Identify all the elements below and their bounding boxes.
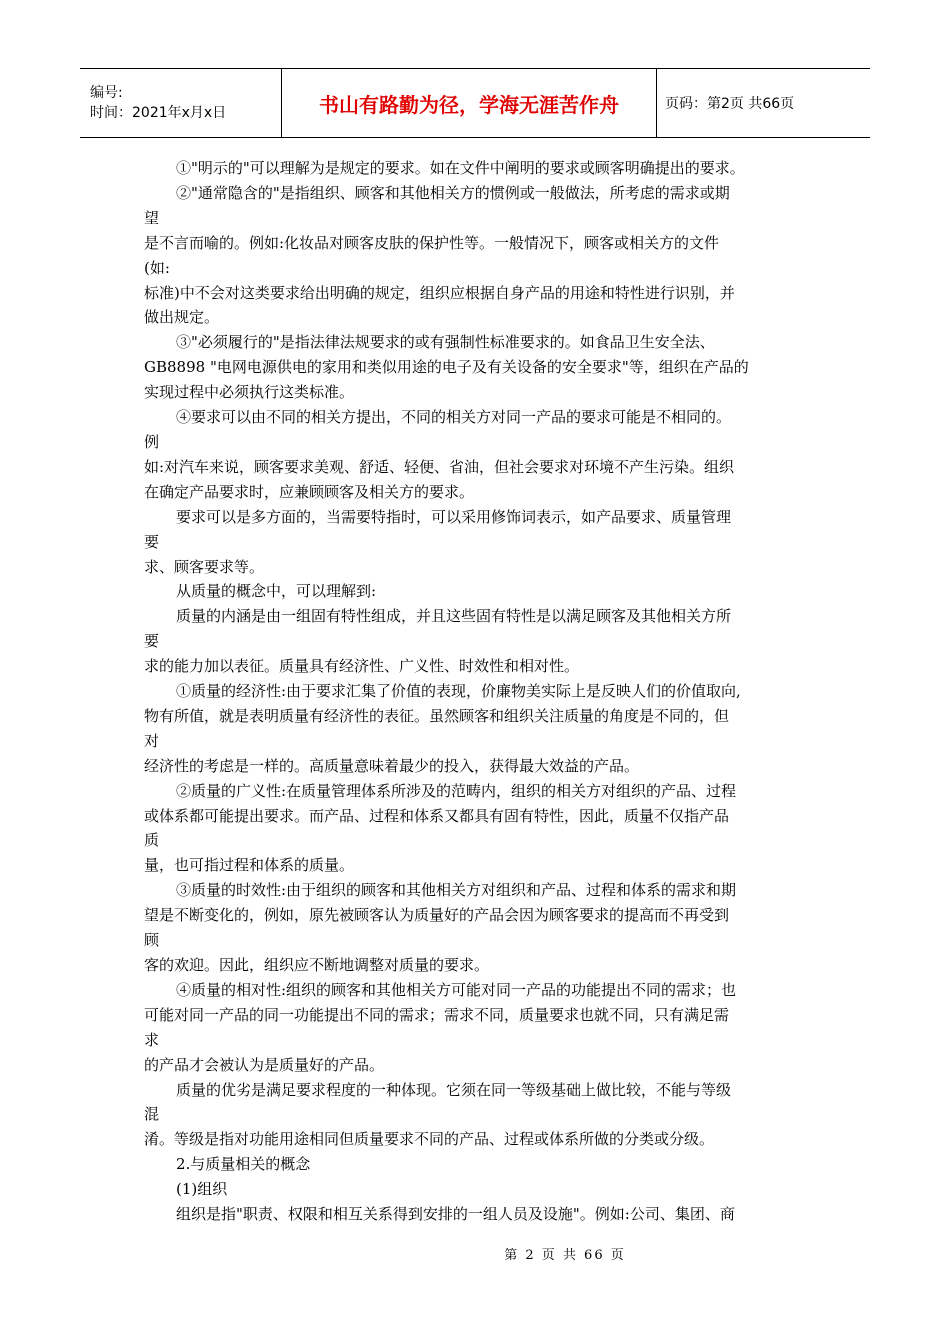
text-line: 组织是指"职责、权限和相互关系得到安排的一组人员及设施"。例如:公司、集团、商 — [176, 1205, 735, 1224]
text-line: 要 — [144, 532, 160, 551]
text-line: 质 — [144, 831, 160, 850]
footer-page-number: 第 2 页 共 66 页 — [504, 1248, 626, 1263]
text-line: 混 — [144, 1105, 160, 1124]
text-line: ③"必须履行的"是指法律法规要求的或有强制性标准要求的。如食品卫生安全法、 — [176, 333, 715, 352]
text-line: 实现过程中必须执行这类标准。 — [144, 383, 355, 402]
text-line: ②质量的广义性:在质量管理体系所涉及的范畴内，组织的相关方对组织的产品、过程 — [176, 781, 737, 800]
text-line: (如: — [144, 258, 170, 277]
page-header — [80, 68, 870, 138]
page-footer — [0, 1244, 950, 1263]
text-line: GB8898 "电网电源供电的家用和类似用途的电子及有关设备的安全要求"等，组织在产品的 — [144, 358, 749, 377]
text-line: ④质量的相对性:组织的顾客和其他相关方可能对同一产品的功能提出不同的需求；也 — [176, 980, 737, 999]
text-line: ②"通常隐含的"是指组织、顾客和其他相关方的惯例或一般做法，所考虑的需求或期 — [176, 183, 730, 202]
text-line: 标准)中不会对这类要求给出明确的规定，组织应根据自身产品的用途和特性进行识别，并 — [144, 283, 735, 302]
text-line: 要 — [144, 632, 160, 651]
text-line: ①质量的经济性:由于要求汇集了价值的表现，价廉物美实际上是反映人们的价值取向, — [176, 682, 741, 701]
text-line: ④要求可以由不同的相关方提出，不同的相关方对同一产品的要求可能是不相同的。 — [176, 408, 732, 427]
header-motto: 书山有路勤为径，学海无涯苦作舟 — [319, 92, 619, 117]
text-line: 如:对汽车来说，顾客要求美观、舒适、轻便、省油，但社会要求对环境不产生污染。组织 — [144, 457, 735, 476]
text-line: 望是不断变化的，例如，原先被顾客认为质量好的产品会因为顾客要求的提高而不再受到 — [144, 906, 730, 925]
text-line: 质量的内涵是由一组固有特性组成，并且这些固有特性是以满足顾客及其他相关方所 — [176, 607, 732, 626]
text-line: 要求可以是多方面的，当需要特指时，可以采用修饰词表示，如产品要求、质量管理 — [176, 507, 732, 526]
text-line: 物有所值，就是表明质量有经济性的表征。虽然顾客和组织关注质量的角度是不同的，但 — [144, 706, 730, 725]
text-line: 对 — [144, 731, 160, 750]
text-line: 求的能力加以表征。质量具有经济性、广义性、时效性和相对性。 — [144, 657, 580, 676]
text-line: 可能对同一产品的同一功能提出不同的需求；需求不同，质量要求也就不同，只有满足需 — [144, 1005, 730, 1024]
document-time: 时间：2021年x月x日 — [90, 105, 227, 121]
header-page-info — [657, 69, 870, 137]
text-line: 求 — [144, 1030, 160, 1049]
text-line: 2.与质量相关的概念 — [176, 1155, 311, 1174]
text-line: 顾 — [144, 931, 160, 950]
document-body — [144, 156, 809, 1227]
text-line: (1)组织 — [176, 1180, 228, 1199]
text-line: 或体系都可能提出要求。而产品、过程和体系又都具有固有特性，因此，质量不仅指产品 — [144, 806, 730, 825]
text-line: 经济性的考虑是一样的。高质量意味着最少的投入，获得最大效益的产品。 — [144, 756, 640, 775]
text-line: 是不言而喻的。例如:化妆品对顾客皮肤的保护性等。一般情况下，顾客或相关方的文件 — [144, 233, 720, 252]
text-line: 做出规定。 — [144, 308, 220, 327]
text-line: 的产品才会被认为是质量好的产品。 — [144, 1055, 385, 1074]
text-line: 淆。等级是指对功能用途相同但质量要求不同的产品、过程或体系所做的分类或分级。 — [144, 1130, 715, 1149]
text-line: 从质量的概念中，可以理解到: — [176, 582, 377, 601]
text-line: 质量的优劣是满足要求程度的一种体现。它须在同一等级基础上做比较，不能与等级 — [176, 1080, 732, 1099]
document-code-label: 编号: — [90, 85, 123, 101]
text-line: ①"明示的"可以理解为是规定的要求。如在文件中阐明的要求或顾客明确提出的要求。 — [176, 159, 745, 177]
header-motto-cell — [282, 69, 657, 137]
page-info-text: 页码：第2页 共66页 — [665, 96, 795, 112]
header-meta — [80, 69, 282, 137]
text-line: 例 — [144, 432, 160, 451]
text-line: 求、顾客要求等。 — [144, 557, 265, 576]
text-line: 量，也可指过程和体系的质量。 — [144, 856, 355, 875]
text-line: 在确定产品要求时，应兼顾顾客及相关方的要求。 — [144, 482, 475, 501]
text-line: ③质量的时效性:由于组织的顾客和其他相关方对组织和产品、过程和体系的需求和期 — [176, 881, 737, 900]
text-line: 望 — [144, 208, 160, 227]
text-line: 客的欢迎。因此，组织应不断地调整对质量的要求。 — [144, 956, 490, 974]
